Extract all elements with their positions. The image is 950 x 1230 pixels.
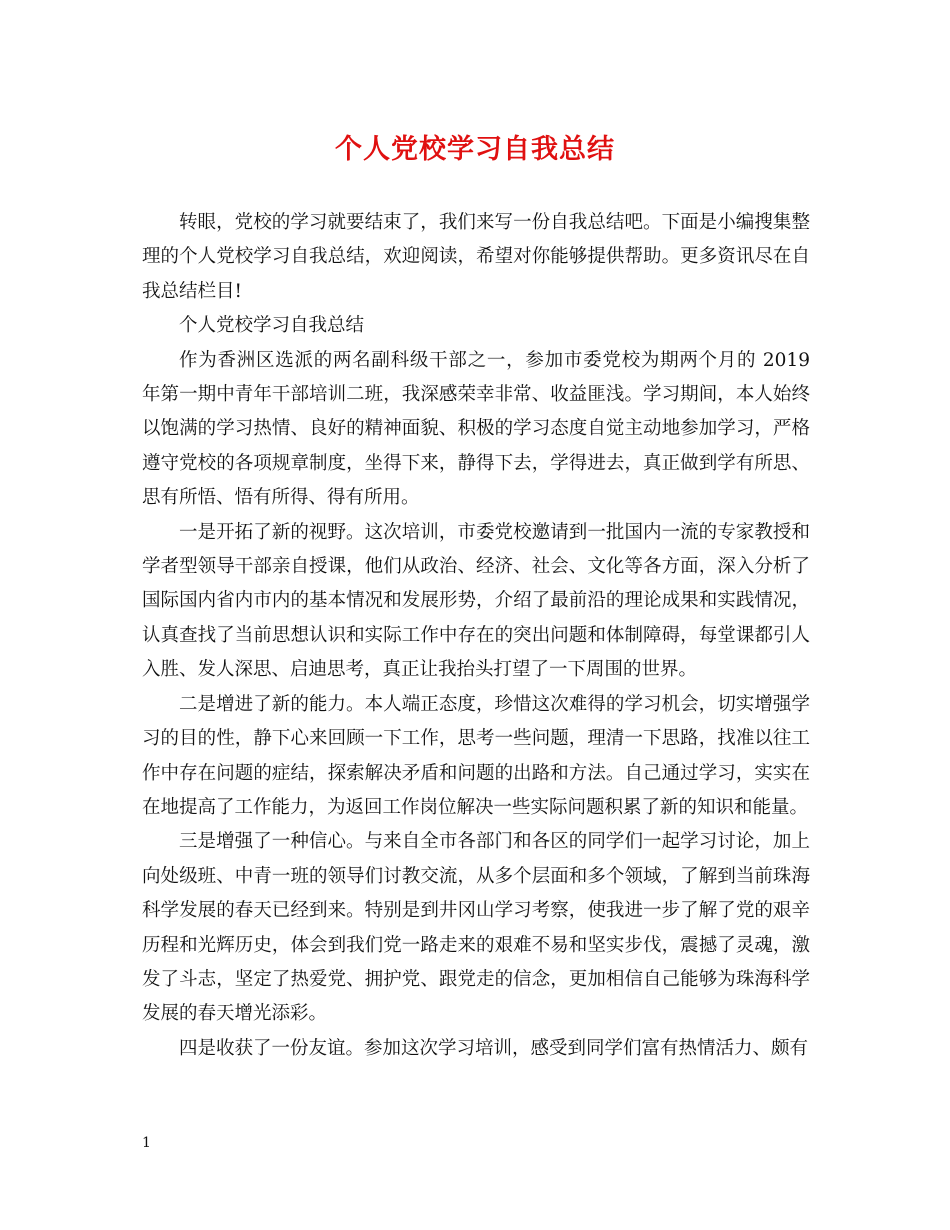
paragraph-subtitle: 个人党校学习自我总结 — [179, 315, 365, 337]
paragraph-point-two: 二是增进了新的能力。本人端正态度，珍惜这次难得的学习机会，切实增强学习的目的性，静下心来回顾一下工作，思考一些问题，理清一下思路，找准以往工作中存在问题的症结，探索解决矛盾和问题的出路和方法。自己通过学习，实实在在地提高了工作能力，为返回工作岗位解决一些实际问题积累了新的知识和能量。 — [142, 693, 810, 818]
page-number: 1 — [142, 1135, 151, 1151]
document-title: 个人党校学习自我总结 — [335, 134, 615, 165]
document-body — [142, 206, 810, 1066]
paragraph-background: 作为香洲区选派的两名副科级干部之一，参加市委党校为期两个月的 2019 年第一期中青年干部培训二班，我深感荣幸非常、收益匪浅。学习期间，本人始终以饱满的学习热情、良好的精神面貌、积极的学习态度自觉主动地参加学习，严格遵守党校的各项规章制度，坐得下来，静得下去，学得进去，真正做到学有所思、思有所悟、悟有所得、得有所用。 — [142, 349, 810, 509]
paragraph-intro: 转眼，党校的学习就要结束了，我们来写一份自我总结吧。下面是小编搜集整理的个人党校学习自我总结，欢迎阅读，希望对你能够提供帮助。更多资讯尽在自我总结栏目! — [142, 212, 810, 302]
paragraph-point-three: 三是增强了一种信心。与来自全市各部门和各区的同学们一起学习讨论，加上向处级班、中青一班的领导们讨教交流，从多个层面和多个领域，了解到当前珠海科学发展的春天已经到来。特别是到井冈山学习考察，使我进一步了解了党的艰辛历程和光辉历史，体会到我们党一路走来的艰难不易和坚实步伐，震撼了灵魂，激发了斗志，坚定了热爱党、拥护党、跟党走的信念，更加相信自己能够为珠海科学发展的春天增光添彩。 — [142, 831, 810, 1025]
paragraph-point-one: 一是开拓了新的视野。这次培训，市委党校邀请到一批国内一流的专家教授和学者型领导干部亲自授课，他们从政治、经济、社会、文化等各方面，深入分析了国际国内省内市内的基本情况和发展形势，介绍了最前沿的理论成果和实践情况，认真查找了当前思想认识和实际工作中存在的突出问题和体制障碍，每堂课都引人入胜、发人深思、启迪思考，真正让我抬头打望了一下周围的世界。 — [142, 521, 810, 681]
paragraph-point-four: 四是收获了一份友谊。参加这次学习培训，感受到同学们富有热情活力、颇有 — [179, 1037, 809, 1059]
